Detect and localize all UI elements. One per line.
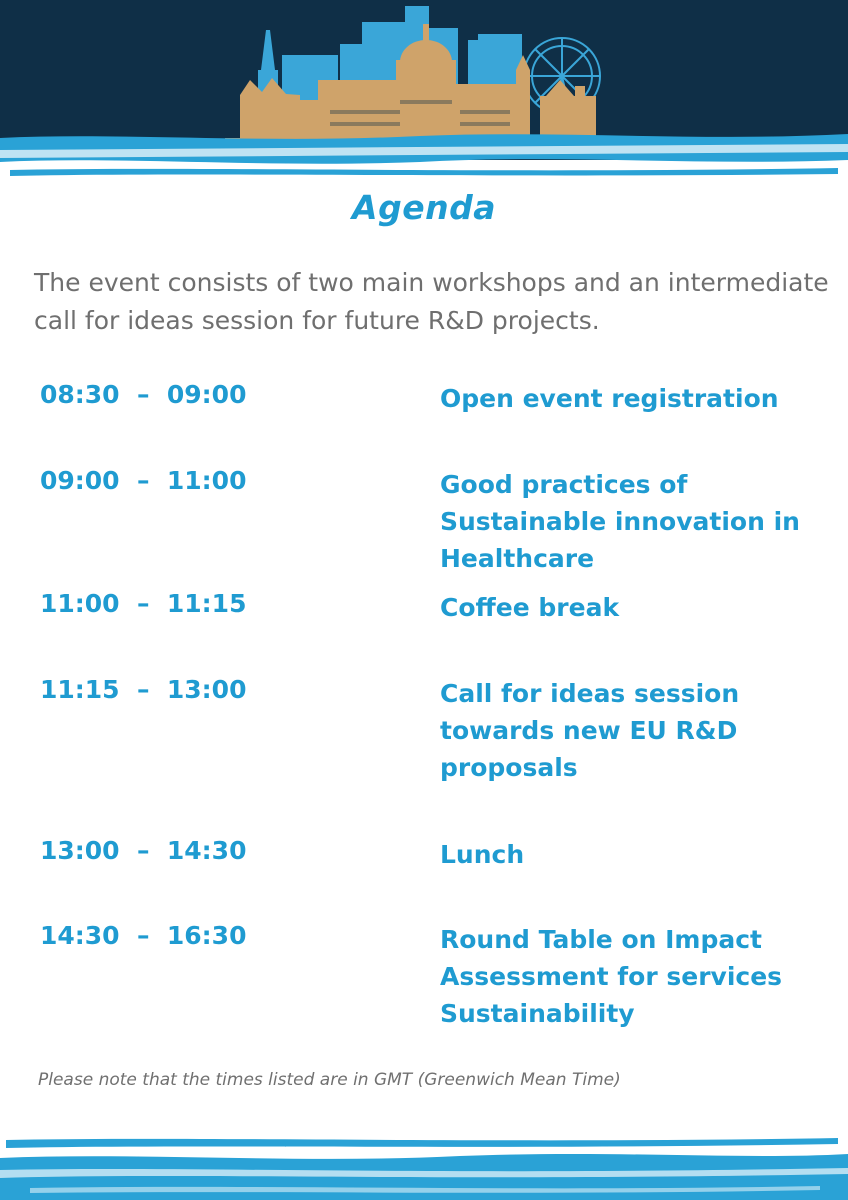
timezone-note: Please note that the times listed are in GMT (Greenwich Mean Time)	[38, 1070, 621, 1090]
agenda-time: 13:00 – 14:30	[40, 836, 247, 865]
intro-paragraph: The event consists of two main workshops and an intermediate call for ideas session for future R&D projects.	[34, 268, 829, 335]
brush-stroke-bottom	[0, 1130, 848, 1200]
agenda-activity: Lunch	[440, 840, 525, 869]
agenda-activity: Call for ideas session towards new EU R&D proposals	[440, 679, 740, 782]
agenda-activity: Round Table on Impact Assessment for services Sustainability	[440, 925, 783, 1028]
agenda-time: 14:30 – 16:30	[40, 921, 247, 950]
agenda-activity: Open event registration	[440, 384, 779, 413]
agenda-time: 08:30 – 09:00	[40, 380, 247, 409]
page-title: Agenda	[352, 188, 496, 227]
agenda-time: 11:00 – 11:15	[40, 589, 247, 618]
agenda-activity: Good practices of Sustainable innovation in Healthcare	[440, 470, 800, 573]
brush-stroke-top	[0, 130, 848, 185]
agenda-activity: Coffee break	[440, 593, 620, 622]
agenda-time: 09:00 – 11:00	[40, 466, 247, 495]
agenda-time: 11:15 – 13:00	[40, 675, 247, 704]
